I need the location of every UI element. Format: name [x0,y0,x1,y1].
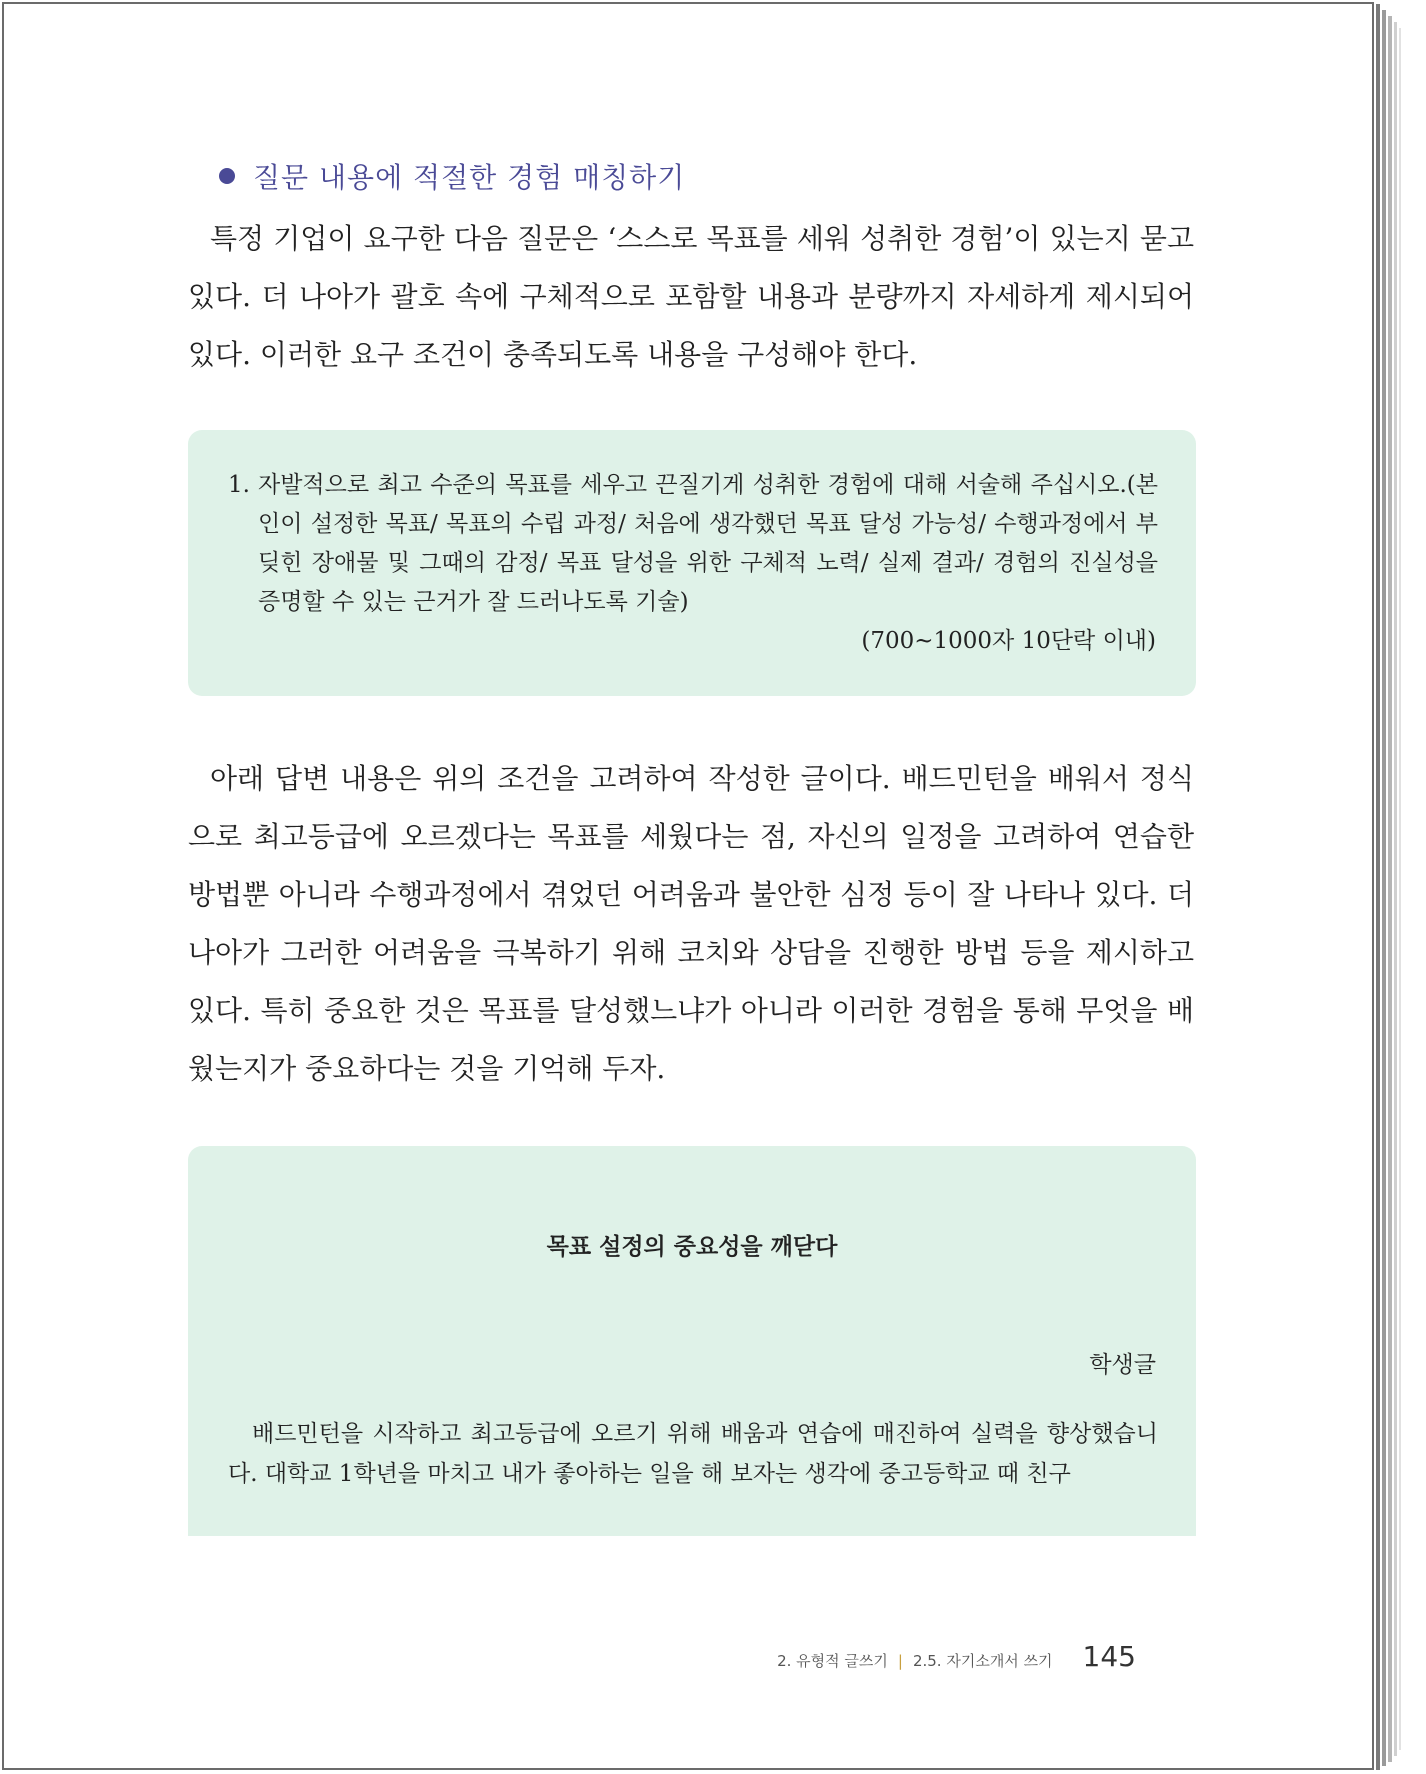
essay-box [188,1146,1196,1536]
section-heading [219,156,685,196]
page-footer [777,1640,1136,1673]
page-edge [1376,4,1380,1770]
footer-chapter: 2. 유형적 글쓰기 [777,1652,888,1670]
page-edge [1382,10,1386,1766]
essay-body: 배드민턴을 시작하고 최고등급에 오르기 위해 배움과 연습에 매진하여 실력을 향상했습니다. 대학교 1학년을 마치고 내가 좋아하는 일을 해 보자는 생각에 중고등학교 때 친구 [228,1421,1158,1487]
footer-separator: | [897,1652,903,1670]
question-item [228,466,1158,622]
page-edge [1399,28,1401,1750]
essay-title: 목표 설정의 중요성을 깨닫다 [546,1234,838,1260]
page-number: 145 [1082,1640,1136,1673]
section-heading-text: 질문 내용에 적절한 경험 매칭하기 [253,161,686,194]
question-length-limit: (700~1000자 10단락 이내) [861,628,1156,654]
book-page [2,2,1374,1770]
analysis-paragraph-text: 아래 답변 내용은 위의 조건을 고려하여 작성한 글이다. 배드민턴을 배워서 정식으로 최고등급에 오르겠다는 목표를 세웠다는 점, 자신의 일정을 고려하여 연습한 방법뿐 아니라 수행과정에서 겪었던 어려움과 불안한 심정 등이 잘 나타나 있다. 더 나아가 그러한 어려움을 극복하기 위해 코치와 상담을 진행한 방법 등을 제시하고 있다. 특히 중요한 것은 목표를 달성했느냐가 아니라 이러한 경험을 통해 무엇을 배웠는지가 중요하다는 것을 기억해 두자. [188,762,1194,1085]
intro-paragraph [188,210,1194,384]
page-edge [1388,16,1392,1762]
footer-section: 2.5. 자기소개서 쓰기 [912,1652,1053,1670]
question-number: 1. [228,472,250,498]
question-box [188,430,1196,696]
question-text: 자발적으로 최고 수준의 목표를 세우고 끈질기게 성취한 경험에 대해 서술해 주십시오.(본인이 설정한 목표/ 목표의 수립 과정/ 처음에 생각했던 목표 달성 가능성/ 수행과정에서 부딪힌 장애물 및 그때의 감정/ 목표 달성을 위한 구체적 노력/ 실제 결과/ 경험의 진실성을 증명할 수 있는 근거가 잘 드러나도록 기술) [258,472,1158,615]
intro-paragraph-text: 특정 기업이 요구한 다음 질문은 ‘스스로 목표를 세워 성취한 경험’이 있는지 묻고 있다. 더 나아가 괄호 속에 구체적으로 포함할 내용과 분량까지 자세하게 제시되어 있다. 이러한 요구 조건이 충족되도록 내용을 구성해야 한다. [188,222,1194,371]
bullet-icon [219,168,235,184]
page-edge [1394,22,1397,1756]
analysis-paragraph [188,750,1194,1098]
essay-author: 학생글 [1089,1352,1156,1378]
